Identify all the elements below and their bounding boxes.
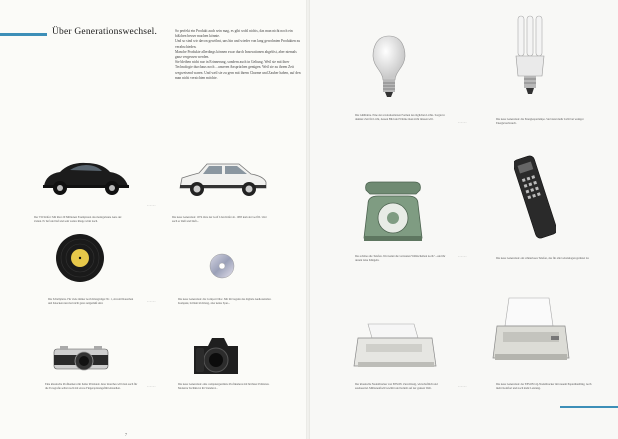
- caption-vw-golf: Die neue Generation: 1974 löste der Golf I den Käfer ab. 1983 kam der Golf II. Und auch er läuft und läuft...: [172, 216, 267, 223]
- caption-vinyl-record: Die Schallplatte. Für viele immer noch Klangträger Nr. 1, obwohl Rauschen und Knacken nun mal nicht ganz zeitgemäß sind.: [48, 298, 134, 305]
- caption-vw-beetle: Der VW-Käfer: Mit über 20 Millionen Exemplaren das meistgebaute Auto der Zeiten. Er lief und lief und sein weites Image wirkt nach.: [34, 216, 122, 223]
- classic-camera-photo: [52, 345, 110, 373]
- separator: ......: [458, 383, 467, 388]
- intro-paragraph: So perfekt ein Produkt auch sein mag, es gibt wohl nichts, das man nicht noch ein bißchen besser machen könnte.: [175, 29, 293, 39]
- dot-matrix-printer-photo: [352, 322, 438, 372]
- energy-saving-lamp-photo: [512, 14, 548, 98]
- page-number-left: 7: [125, 432, 127, 437]
- caption-modern-camera: Die neue Generation: eine computergestützte Profikamera mit höchster Präzision. Moderne Technik ist ihr Standard...: [178, 383, 270, 390]
- cordless-phone-photo: [514, 152, 556, 242]
- caption-energy-saving-lamp: Die neue Generation: die Energiesparlampe. Sie bietet mehr Licht bei weniger Energieverbrauch.: [496, 118, 584, 125]
- right-page: [308, 0, 618, 439]
- accent-bar-bottom-right: [560, 406, 618, 408]
- caption-cordless-phone: Die neue Generation: ein schnurloses Telefon, das für alle Lebenslagen gerüstet ist.: [496, 257, 590, 260]
- vinyl-record-photo: [55, 233, 105, 283]
- caption-rotary-phone: Das schöne alte Telefon. Wer kennt die vertrauten Wählscheiben noch? ...und ihr dezent leise Klingeln.: [355, 255, 446, 262]
- intro-text: [175, 29, 303, 81]
- separator: ......: [147, 383, 156, 388]
- intro-paragraph: Und so sind wir davon gewöhnt, uns hin und wieder von lang gewohnten Produkten zu verabschieden.: [175, 39, 301, 49]
- gutter: [306, 0, 310, 439]
- separator: ......: [147, 298, 156, 303]
- intro-paragraph: Manche Produkte allerdings können zwar durch Innovationen abgelöst, aber niemals ganz vergessen werden.: [175, 49, 297, 60]
- separator: ......: [147, 202, 156, 207]
- vw-golf-photo: [177, 160, 269, 198]
- accent-bar-top-left: [0, 33, 47, 36]
- caption-light-bulb: Die Glühbirne. Eine der revolutionärsten Formen des täglichen Lichts. Sorgte in dunkler Zeit für Licht, dessen Bild und Wärme man nicht missen will.: [355, 114, 445, 121]
- caption-classic-camera: Eine klassische Profikamera mit hoher Präzision: Aber manches will man auch für die Fotografie selbst noch mit etwas Fingerspitzengefühl einstellen.: [45, 383, 138, 390]
- caption-epson-lq-printer: Die neue Generation: der EPSON LQ-Nadeldrucker mit neuem Papierhandling, noch mehr Komfort und noch mehr Leistung.: [496, 383, 592, 390]
- rotary-phone-photo: [360, 180, 426, 244]
- caption-compact-disc: Die neue Generation: die Compact Disc. Mit ihr begann das digitale Audiozeitalter. Kompakt, brillant im Klang, aber keine Spur...: [178, 298, 272, 305]
- vw-beetle-photo: [40, 160, 132, 196]
- modern-camera-photo: [190, 334, 242, 378]
- caption-dot-matrix-printer: Der klassische Nadeldrucker von EPSON. Zuverlässig, wirtschaftlich und ausdauernd. Millionenfach bewährt und beliebt auf der ganzen Welt.: [355, 383, 438, 390]
- intro-paragraph: Sie bleiben nicht nur in Erinnerung, sondern auch in Geltung. Weil sie mit ihrer Technologie durchaus noch ...unseren Ansprüchen genügen. Weil sie zu ihrem Zeit wegweisend waren. Und weil sie zu gern mit ihrem Charme und Zauber haben, auf den man nicht verzichten möchte.: [175, 60, 301, 80]
- headline: Über Generationswechsel.: [52, 27, 158, 37]
- light-bulb-photo: [371, 34, 407, 100]
- epson-lq-printer-photo: [491, 296, 571, 366]
- separator: ......: [458, 119, 467, 124]
- separator: ......: [458, 253, 467, 258]
- compact-disc-photo: [209, 253, 235, 279]
